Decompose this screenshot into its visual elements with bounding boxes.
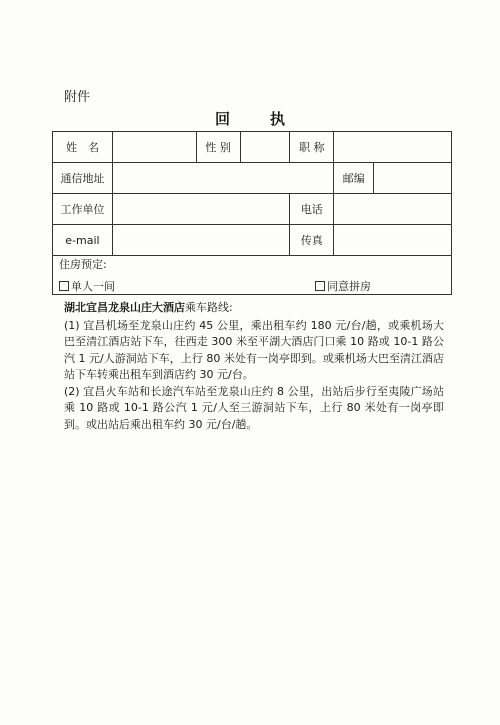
option-single-room[interactable] xyxy=(59,278,115,294)
gender-field[interactable] xyxy=(240,132,290,163)
phone-label: 电话 xyxy=(290,194,334,225)
form-row-email xyxy=(53,225,452,256)
name-field[interactable] xyxy=(112,132,196,163)
email-label: e-mail xyxy=(53,225,113,256)
attachment-label: 附件 xyxy=(64,90,91,105)
position-label: 职 称 xyxy=(290,132,334,163)
name-label: 姓 名 xyxy=(53,132,113,163)
directions-airport: (1) 宜昌机场至龙泉山庄约 45 公里，乘出租车约 180 元/台/趟，或乘机场大巴至清江酒店站下车，往西走 300 米至平湖大酒店门口乘 10 路或 10-1 路公汽 1 元/人游洞站下车，上行 80 米处有一岗亭即到。或乘机场大巴至清江酒店站下车转乘出租车到酒店约 30 元/台。 xyxy=(64,318,444,381)
reply-form-table xyxy=(52,131,452,295)
position-field[interactable] xyxy=(334,132,452,163)
postcode-label: 邮编 xyxy=(334,163,374,194)
address-field[interactable] xyxy=(112,163,333,194)
single-room-checkbox[interactable] xyxy=(59,281,69,291)
share-room-checkbox[interactable] xyxy=(315,281,325,291)
email-field[interactable] xyxy=(112,225,289,256)
directions-title-suffix: 乘车路线: xyxy=(185,301,233,314)
form-row-stay xyxy=(53,256,452,295)
directions-train-station: (2) 宜昌火车站和长途汽车站至龙泉山庄约 8 公里，出站后步行至夷陵广场站乘 10 路或 10-1 路公汽 1 元/人至三游洞站下车，上行 80 米处有一岗亭即到。或出站后乘出租车约 30 元/台/趟。 xyxy=(64,384,444,431)
share-room-label: 同意拼房 xyxy=(327,280,371,293)
fax-field[interactable] xyxy=(334,225,452,256)
stay-cell xyxy=(53,256,452,295)
gender-label: 性 别 xyxy=(196,132,240,163)
stay-label: 住房预定: xyxy=(59,258,107,271)
postcode-field[interactable] xyxy=(374,163,452,194)
form-row-workplace xyxy=(53,194,452,225)
single-room-label: 单人一间 xyxy=(71,280,115,293)
hotel-name: 湖北宜昌龙泉山庄大酒店 xyxy=(64,301,185,314)
address-label: 通信地址 xyxy=(53,163,113,194)
workplace-field[interactable] xyxy=(112,194,289,225)
workplace-label: 工作单位 xyxy=(53,194,113,225)
form-row-address xyxy=(53,163,452,194)
page-title: 回执 xyxy=(214,110,325,128)
form-row-name xyxy=(53,132,452,163)
option-share-room[interactable] xyxy=(315,278,371,294)
directions-section xyxy=(64,300,444,433)
phone-field[interactable] xyxy=(334,194,452,225)
directions-title xyxy=(64,300,444,317)
fax-label: 传真 xyxy=(290,225,334,256)
